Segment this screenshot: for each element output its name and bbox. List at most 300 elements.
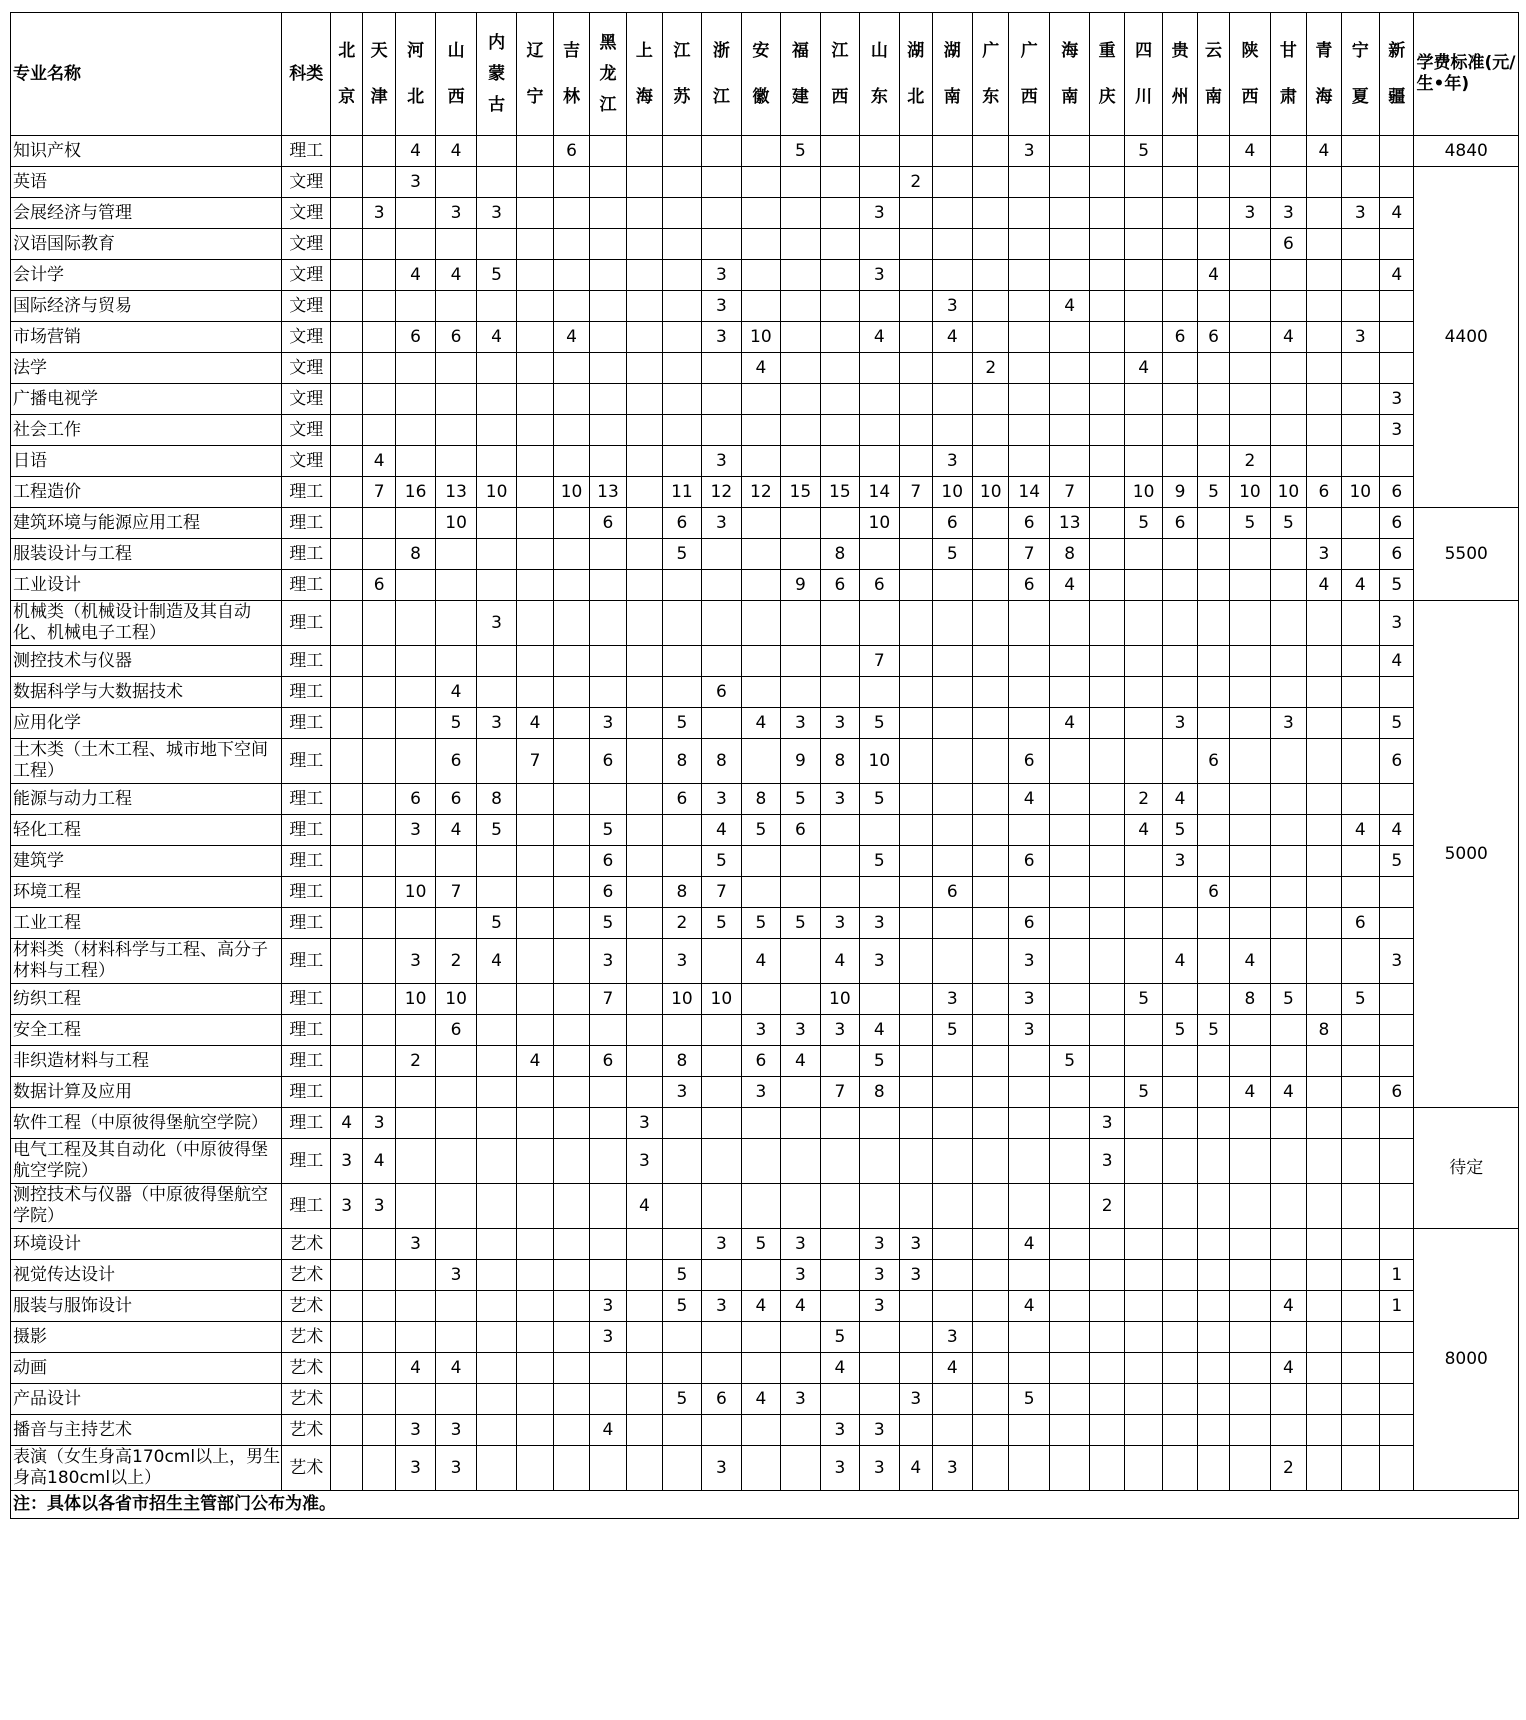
quota-cell: 3 bbox=[436, 1446, 477, 1491]
quota-cell bbox=[1230, 739, 1271, 784]
quota-cell bbox=[1197, 908, 1229, 939]
quota-cell: 3 bbox=[1009, 939, 1050, 984]
category-cell: 理工 bbox=[282, 908, 331, 939]
quota-cell bbox=[932, 1415, 973, 1446]
quota-cell bbox=[663, 570, 701, 601]
quota-cell bbox=[821, 677, 859, 708]
quota-cell bbox=[701, 1353, 742, 1384]
province-header: 山 东 bbox=[859, 13, 900, 136]
quota-cell bbox=[932, 1108, 973, 1139]
quota-cell bbox=[476, 446, 517, 477]
quota-cell: 3 bbox=[476, 601, 517, 646]
quota-cell bbox=[553, 677, 589, 708]
quota-cell bbox=[553, 908, 589, 939]
quota-cell bbox=[331, 508, 363, 539]
quota-cell bbox=[1163, 539, 1197, 570]
quota-cell: 3 bbox=[1230, 198, 1271, 229]
quota-cell bbox=[476, 1229, 517, 1260]
quota-cell bbox=[363, 415, 395, 446]
quota-cell bbox=[1163, 1184, 1197, 1229]
quota-cell: 3 bbox=[932, 446, 973, 477]
quota-cell bbox=[626, 1077, 662, 1108]
quota-cell bbox=[1163, 260, 1197, 291]
quota-cell bbox=[780, 646, 821, 677]
quota-cell bbox=[1230, 1046, 1271, 1077]
quota-cell bbox=[517, 1139, 553, 1184]
quota-cell bbox=[476, 1046, 517, 1077]
quota-cell bbox=[1380, 877, 1414, 908]
quota-cell bbox=[1270, 846, 1306, 877]
quota-cell bbox=[1197, 815, 1229, 846]
quota-cell bbox=[1197, 446, 1229, 477]
quota-cell: 3 bbox=[780, 1260, 821, 1291]
quota-cell: 3 bbox=[1380, 939, 1414, 984]
category-cell: 艺术 bbox=[282, 1229, 331, 1260]
quota-cell bbox=[742, 601, 780, 646]
quota-cell bbox=[590, 1108, 626, 1139]
category-cell: 艺术 bbox=[282, 1446, 331, 1491]
quota-cell bbox=[395, 1384, 436, 1415]
table-row bbox=[11, 677, 1519, 708]
quota-cell bbox=[1163, 1046, 1197, 1077]
quota-cell bbox=[553, 384, 589, 415]
quota-cell bbox=[742, 167, 780, 198]
quota-cell bbox=[1009, 260, 1050, 291]
quota-cell bbox=[436, 539, 477, 570]
quota-cell bbox=[900, 1322, 932, 1353]
quota-cell bbox=[626, 1353, 662, 1384]
quota-cell bbox=[1307, 1139, 1341, 1184]
quota-cell bbox=[1197, 415, 1229, 446]
footnote: 注：具体以各省市招生主管部门公布为准。 bbox=[11, 1491, 1519, 1519]
quota-cell bbox=[517, 1184, 553, 1229]
quota-cell bbox=[780, 1108, 821, 1139]
quota-cell: 7 bbox=[821, 1077, 859, 1108]
fee-cell: 4840 bbox=[1414, 136, 1519, 167]
quota-cell bbox=[780, 229, 821, 260]
quota-cell bbox=[1380, 1415, 1414, 1446]
quota-cell: 3 bbox=[780, 1015, 821, 1046]
quota-cell bbox=[626, 877, 662, 908]
quota-cell bbox=[590, 539, 626, 570]
quota-cell bbox=[553, 508, 589, 539]
quota-cell bbox=[553, 1291, 589, 1322]
quota-cell: 3 bbox=[363, 198, 395, 229]
quota-cell: 14 bbox=[859, 477, 900, 508]
quota-cell bbox=[331, 1446, 363, 1491]
quota-cell bbox=[590, 353, 626, 384]
quota-cell bbox=[780, 1415, 821, 1446]
quota-cell: 6 bbox=[1197, 739, 1229, 784]
quota-cell: 3 bbox=[590, 1291, 626, 1322]
quota-cell bbox=[701, 136, 742, 167]
quota-cell bbox=[590, 784, 626, 815]
quota-cell: 4 bbox=[742, 1291, 780, 1322]
quota-cell bbox=[1380, 136, 1414, 167]
quota-cell: 5 bbox=[1124, 984, 1162, 1015]
quota-cell bbox=[1049, 939, 1090, 984]
quota-cell bbox=[476, 877, 517, 908]
quota-cell bbox=[932, 1184, 973, 1229]
quota-cell bbox=[973, 1353, 1009, 1384]
quota-cell bbox=[1163, 570, 1197, 601]
quota-cell bbox=[1124, 646, 1162, 677]
quota-cell bbox=[363, 739, 395, 784]
quota-cell bbox=[363, 1291, 395, 1322]
quota-cell bbox=[1163, 1229, 1197, 1260]
quota-cell bbox=[663, 198, 701, 229]
quota-cell bbox=[973, 136, 1009, 167]
quota-cell bbox=[395, 1260, 436, 1291]
quota-cell bbox=[932, 167, 973, 198]
quota-cell: 5 bbox=[932, 539, 973, 570]
category-cell: 理工 bbox=[282, 939, 331, 984]
quota-cell bbox=[553, 984, 589, 1015]
quota-cell bbox=[1197, 784, 1229, 815]
quota-cell: 5 bbox=[932, 1015, 973, 1046]
province-header: 贵 州 bbox=[1163, 13, 1197, 136]
quota-cell bbox=[932, 384, 973, 415]
quota-cell bbox=[1197, 570, 1229, 601]
quota-cell: 13 bbox=[436, 477, 477, 508]
quota-cell bbox=[1307, 646, 1341, 677]
quota-cell bbox=[1270, 739, 1306, 784]
quota-cell bbox=[932, 1139, 973, 1184]
quota-cell bbox=[553, 815, 589, 846]
quota-cell bbox=[1197, 1229, 1229, 1260]
quota-cell bbox=[1090, 1077, 1124, 1108]
quota-cell bbox=[821, 601, 859, 646]
quota-cell bbox=[476, 1184, 517, 1229]
quota-cell bbox=[1163, 446, 1197, 477]
quota-cell bbox=[553, 1353, 589, 1384]
quota-cell bbox=[900, 415, 932, 446]
major-name-cell: 土木类（土木工程、城市地下空间工程） bbox=[11, 739, 282, 784]
quota-cell: 10 bbox=[476, 477, 517, 508]
quota-cell bbox=[1341, 1046, 1379, 1077]
table-row bbox=[11, 229, 1519, 260]
quota-cell bbox=[1049, 984, 1090, 1015]
quota-cell bbox=[663, 815, 701, 846]
quota-cell bbox=[1049, 908, 1090, 939]
quota-cell bbox=[395, 1077, 436, 1108]
major-name-cell: 纺织工程 bbox=[11, 984, 282, 1015]
quota-cell bbox=[900, 877, 932, 908]
quota-cell: 5 bbox=[1380, 846, 1414, 877]
quota-cell: 5 bbox=[1049, 1046, 1090, 1077]
quota-cell: 6 bbox=[1009, 908, 1050, 939]
quota-cell bbox=[780, 508, 821, 539]
major-name-cell: 国际经济与贸易 bbox=[11, 291, 282, 322]
quota-cell bbox=[821, 446, 859, 477]
quota-cell bbox=[1124, 1384, 1162, 1415]
province-header: 陕 西 bbox=[1230, 13, 1271, 136]
category-cell: 理工 bbox=[282, 739, 331, 784]
quota-cell bbox=[701, 1046, 742, 1077]
table-row bbox=[11, 539, 1519, 570]
table-row bbox=[11, 353, 1519, 384]
quota-cell bbox=[626, 384, 662, 415]
quota-cell bbox=[900, 1353, 932, 1384]
quota-cell bbox=[517, 908, 553, 939]
major-name-cell: 建筑学 bbox=[11, 846, 282, 877]
quota-cell bbox=[395, 739, 436, 784]
quota-cell: 10 bbox=[1270, 477, 1306, 508]
quota-cell: 3 bbox=[821, 1015, 859, 1046]
quota-cell bbox=[590, 167, 626, 198]
quota-cell bbox=[626, 198, 662, 229]
quota-cell bbox=[363, 877, 395, 908]
quota-cell bbox=[395, 291, 436, 322]
quota-cell: 6 bbox=[932, 508, 973, 539]
quota-cell bbox=[780, 446, 821, 477]
category-cell: 艺术 bbox=[282, 1384, 331, 1415]
quota-cell bbox=[1341, 1184, 1379, 1229]
quota-cell bbox=[590, 646, 626, 677]
quota-cell bbox=[1307, 877, 1341, 908]
quota-cell bbox=[1270, 570, 1306, 601]
major-name-cell: 服装设计与工程 bbox=[11, 539, 282, 570]
quota-cell bbox=[1307, 1415, 1341, 1446]
admission-plan-table-container bbox=[10, 12, 1519, 1519]
quota-cell bbox=[663, 136, 701, 167]
quota-cell: 2 bbox=[1230, 446, 1271, 477]
quota-cell bbox=[742, 291, 780, 322]
quota-cell: 3 bbox=[859, 198, 900, 229]
quota-cell: 8 bbox=[821, 539, 859, 570]
quota-cell bbox=[363, 1015, 395, 1046]
quota-cell bbox=[331, 646, 363, 677]
quota-cell bbox=[1163, 1353, 1197, 1384]
quota-cell bbox=[395, 677, 436, 708]
quota-cell bbox=[663, 1015, 701, 1046]
quota-cell bbox=[1341, 1353, 1379, 1384]
quota-cell bbox=[1090, 708, 1124, 739]
quota-cell bbox=[932, 784, 973, 815]
quota-cell bbox=[1009, 384, 1050, 415]
quota-cell bbox=[1049, 739, 1090, 784]
quota-cell: 4 bbox=[626, 1184, 662, 1229]
quota-cell bbox=[932, 353, 973, 384]
quota-cell bbox=[742, 1139, 780, 1184]
quota-cell bbox=[1163, 136, 1197, 167]
quota-cell bbox=[701, 939, 742, 984]
quota-cell bbox=[900, 815, 932, 846]
quota-cell bbox=[395, 415, 436, 446]
quota-cell bbox=[973, 260, 1009, 291]
quota-cell bbox=[663, 846, 701, 877]
quota-cell: 5 bbox=[1380, 570, 1414, 601]
quota-cell bbox=[973, 539, 1009, 570]
quota-cell bbox=[821, 1291, 859, 1322]
province-header: 云 南 bbox=[1197, 13, 1229, 136]
quota-cell bbox=[626, 646, 662, 677]
quota-cell bbox=[1307, 908, 1341, 939]
quota-cell bbox=[1230, 708, 1271, 739]
quota-cell bbox=[1380, 784, 1414, 815]
quota-cell bbox=[742, 1260, 780, 1291]
quota-cell bbox=[663, 646, 701, 677]
quota-cell: 4 bbox=[436, 815, 477, 846]
quota-cell: 3 bbox=[395, 1229, 436, 1260]
table-row bbox=[11, 908, 1519, 939]
quota-cell bbox=[590, 1353, 626, 1384]
category-cell: 理工 bbox=[282, 508, 331, 539]
quota-cell bbox=[900, 1046, 932, 1077]
quota-cell bbox=[476, 1353, 517, 1384]
quota-cell: 2 bbox=[973, 353, 1009, 384]
quota-cell bbox=[973, 1108, 1009, 1139]
quota-cell bbox=[780, 260, 821, 291]
quota-cell: 3 bbox=[436, 1415, 477, 1446]
quota-cell bbox=[1307, 1077, 1341, 1108]
quota-cell bbox=[1049, 353, 1090, 384]
quota-cell: 3 bbox=[436, 198, 477, 229]
quota-cell bbox=[395, 384, 436, 415]
province-header: 新 疆 bbox=[1380, 13, 1414, 136]
quota-cell: 5 bbox=[701, 908, 742, 939]
quota-cell bbox=[1163, 1291, 1197, 1322]
quota-cell: 5 bbox=[663, 1384, 701, 1415]
quota-cell bbox=[780, 1353, 821, 1384]
quota-cell bbox=[1090, 353, 1124, 384]
quota-cell: 3 bbox=[742, 1015, 780, 1046]
quota-cell bbox=[395, 708, 436, 739]
quota-cell bbox=[973, 908, 1009, 939]
quota-cell: 4 bbox=[363, 1139, 395, 1184]
quota-cell bbox=[973, 1046, 1009, 1077]
quota-cell bbox=[900, 677, 932, 708]
quota-cell bbox=[701, 1322, 742, 1353]
quota-cell bbox=[1163, 1446, 1197, 1491]
quota-cell bbox=[973, 677, 1009, 708]
quota-cell bbox=[973, 1291, 1009, 1322]
quota-cell bbox=[626, 846, 662, 877]
quota-cell bbox=[1124, 229, 1162, 260]
quota-cell bbox=[1341, 1077, 1379, 1108]
major-name-cell: 社会工作 bbox=[11, 415, 282, 446]
quota-cell bbox=[821, 646, 859, 677]
quota-cell bbox=[1230, 1229, 1271, 1260]
quota-cell bbox=[780, 353, 821, 384]
quota-cell bbox=[1307, 446, 1341, 477]
quota-cell: 3 bbox=[590, 1322, 626, 1353]
quota-cell: 4 bbox=[436, 260, 477, 291]
quota-cell bbox=[1341, 1108, 1379, 1139]
quota-cell: 6 bbox=[1163, 322, 1197, 353]
quota-cell bbox=[701, 415, 742, 446]
quota-cell bbox=[1270, 939, 1306, 984]
quota-cell bbox=[1341, 1384, 1379, 1415]
quota-cell bbox=[395, 1015, 436, 1046]
major-name-cell: 播音与主持艺术 bbox=[11, 1415, 282, 1446]
quota-cell bbox=[1009, 446, 1050, 477]
quota-cell bbox=[821, 1139, 859, 1184]
quota-cell bbox=[821, 815, 859, 846]
quota-cell: 6 bbox=[395, 784, 436, 815]
quota-cell bbox=[1270, 446, 1306, 477]
fee-cell: 8000 bbox=[1414, 1229, 1519, 1491]
quota-cell bbox=[1049, 1291, 1090, 1322]
quota-cell bbox=[932, 646, 973, 677]
category-cell: 理工 bbox=[282, 136, 331, 167]
quota-cell bbox=[626, 260, 662, 291]
quota-cell bbox=[900, 291, 932, 322]
major-name-cell: 能源与动力工程 bbox=[11, 784, 282, 815]
quota-cell bbox=[363, 1260, 395, 1291]
quota-cell bbox=[1307, 260, 1341, 291]
quota-cell bbox=[1009, 1353, 1050, 1384]
major-name-cell: 测控技术与仪器（中原彼得堡航空学院） bbox=[11, 1184, 282, 1229]
quota-cell bbox=[553, 446, 589, 477]
category-cell: 理工 bbox=[282, 1077, 331, 1108]
quota-cell bbox=[932, 846, 973, 877]
quota-cell bbox=[626, 939, 662, 984]
major-name-cell: 汉语国际教育 bbox=[11, 229, 282, 260]
quota-cell: 5 bbox=[476, 908, 517, 939]
quota-cell bbox=[900, 908, 932, 939]
quota-cell bbox=[1270, 646, 1306, 677]
quota-cell bbox=[363, 984, 395, 1015]
table-row bbox=[11, 322, 1519, 353]
quota-cell bbox=[331, 167, 363, 198]
quota-cell bbox=[1341, 708, 1379, 739]
quota-cell bbox=[1090, 508, 1124, 539]
quota-cell bbox=[1197, 508, 1229, 539]
quota-cell bbox=[701, 1260, 742, 1291]
quota-cell bbox=[1090, 322, 1124, 353]
table-row bbox=[11, 601, 1519, 646]
fee-cell: 5000 bbox=[1414, 601, 1519, 1108]
quota-cell bbox=[1230, 815, 1271, 846]
quota-cell bbox=[590, 1077, 626, 1108]
quota-cell: 9 bbox=[780, 739, 821, 784]
quota-cell bbox=[626, 739, 662, 784]
quota-cell bbox=[1341, 508, 1379, 539]
quota-cell bbox=[1307, 167, 1341, 198]
table-row bbox=[11, 1077, 1519, 1108]
quota-cell bbox=[1049, 198, 1090, 229]
quota-cell bbox=[1197, 539, 1229, 570]
quota-cell bbox=[900, 260, 932, 291]
quota-cell bbox=[663, 167, 701, 198]
table-row bbox=[11, 415, 1519, 446]
quota-cell bbox=[1341, 1322, 1379, 1353]
quota-cell bbox=[331, 815, 363, 846]
quota-cell bbox=[517, 1291, 553, 1322]
quota-cell bbox=[821, 1229, 859, 1260]
quota-cell bbox=[1124, 446, 1162, 477]
quota-cell bbox=[1197, 198, 1229, 229]
quota-cell bbox=[932, 677, 973, 708]
quota-cell bbox=[395, 508, 436, 539]
quota-cell bbox=[932, 1291, 973, 1322]
quota-cell bbox=[517, 260, 553, 291]
quota-cell: 6 bbox=[1341, 908, 1379, 939]
quota-cell bbox=[1049, 1229, 1090, 1260]
quota-cell: 6 bbox=[1009, 846, 1050, 877]
quota-cell bbox=[1124, 167, 1162, 198]
quota-cell: 3 bbox=[821, 784, 859, 815]
quota-cell bbox=[742, 984, 780, 1015]
category-cell: 文理 bbox=[282, 229, 331, 260]
quota-cell: 6 bbox=[1307, 477, 1341, 508]
province-header: 内 蒙 古 bbox=[476, 13, 517, 136]
quota-cell bbox=[626, 477, 662, 508]
quota-cell: 10 bbox=[742, 322, 780, 353]
quota-cell bbox=[1009, 677, 1050, 708]
quota-cell: 3 bbox=[1307, 539, 1341, 570]
